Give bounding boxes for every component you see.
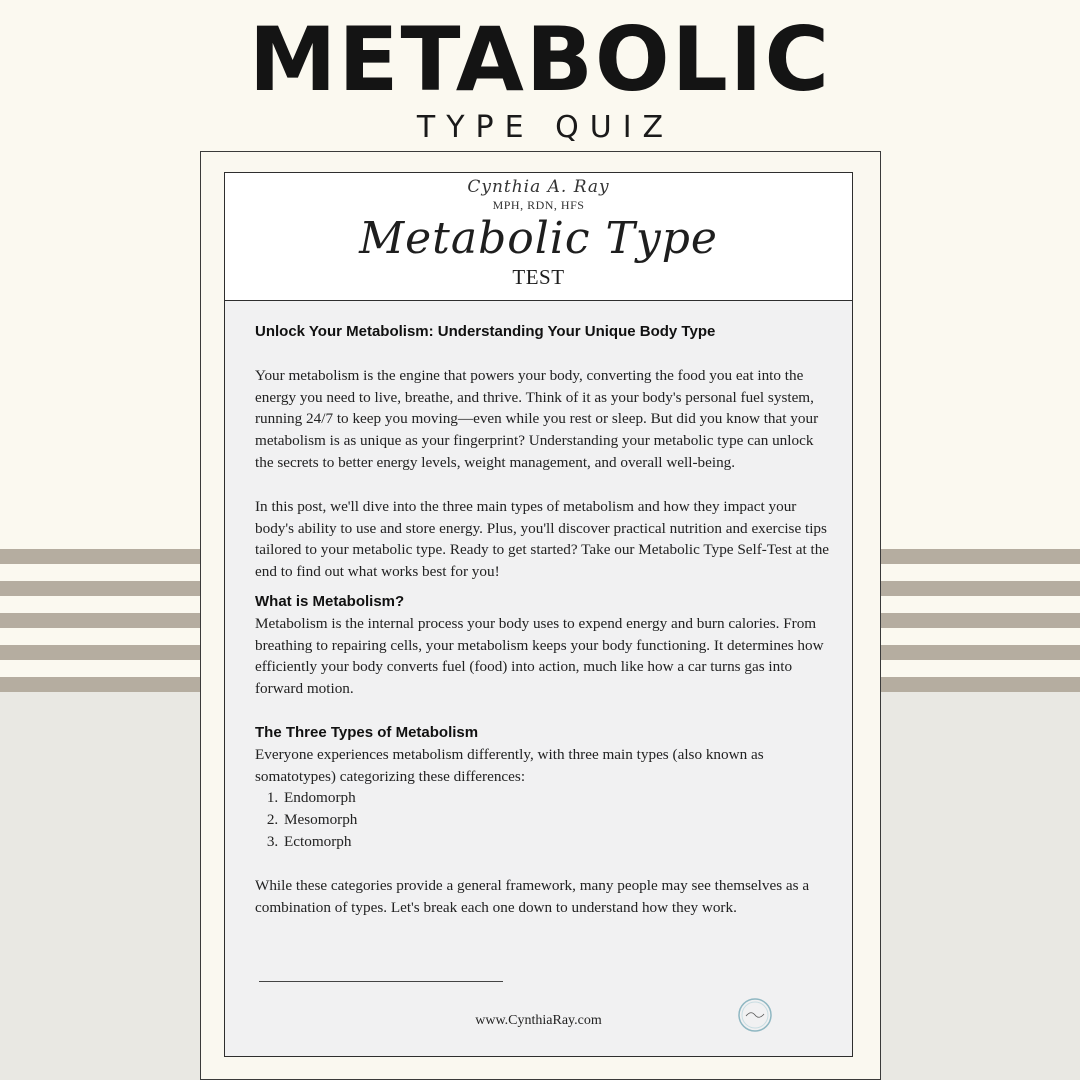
list-item: 1. Endomorph (282, 787, 830, 809)
stripe-right-3 (881, 613, 1080, 628)
heading-what-is-metabolism: What is Metabolism? (255, 592, 405, 610)
document-body (255, 321, 830, 918)
types-list (282, 787, 830, 852)
stripe-left-1 (0, 549, 200, 564)
paragraph-types-intro: Everyone experiences metabolism differently, with three main types (also known as somatotypes) categorizing these differences: (255, 745, 764, 785)
stripe-left-5 (0, 677, 200, 692)
heading-three-types: The Three Types of Metabolism (255, 723, 479, 741)
paragraph-intro: Your metabolism is the engine that powers your body, converting the food you eat into the energy you need to live, breathe, and thrive. Think of it as your body's personal fuel system, running 24/7 to keep you moving—even while you rest or sleep. But did you know that your metabolism is as unique as your fingerprint? Understanding your metabolic type can unlock the secrets to better energy levels, weight management, and overall well-being. (255, 366, 819, 471)
list-item: 3. Ectomorph (282, 831, 830, 853)
stripe-right-1 (881, 549, 1080, 564)
document-script-title: Metabolic Type (359, 213, 718, 264)
heading-main: Unlock Your Metabolism: Understanding Your Unique Body Type (255, 323, 716, 340)
stripe-left-2 (0, 581, 200, 596)
author-signature: Cynthia A. Ray (467, 177, 610, 197)
stripe-right-4 (881, 645, 1080, 660)
document-header (225, 173, 852, 301)
stripe-right-5 (881, 677, 1080, 692)
paragraph-post-overview: In this post, we'll dive into the three main types of metabolism and how they impact your body's ability to use and store energy. Plus, you'll discover practical nutrition and exercise tips tailored to your metabolic type. Ready to get started? Take our Metabolic Type Self-Test at the end to find out what works best for you! (255, 497, 830, 581)
page-title: METABOLIC (248, 8, 832, 111)
stripe-right-2 (881, 581, 1080, 596)
website-link[interactable]: www.CynthiaRay.com (475, 1013, 602, 1028)
signature-line (259, 981, 503, 982)
stripe-left-3 (0, 613, 200, 628)
page-subtitle: TYPE QUIZ (416, 110, 675, 145)
document-page (224, 172, 853, 1057)
author-credentials: MPH, RDN, HFS (492, 198, 585, 212)
paragraph-metabolism-definition: Metabolism is the internal process your body uses to expend energy and burn calories. From breathing to repairing cells, your metabolism keeps your body functioning. It determines how efficiently your body converts fuel (food) into action, much like how a car turns gas into forward motion. (255, 614, 824, 698)
stripe-left-4 (0, 645, 200, 660)
document-test-label: TEST (512, 265, 565, 289)
list-item: 2. Mesomorph (282, 809, 830, 831)
logo-icon (736, 996, 774, 1034)
paragraph-framework: While these categories provide a general framework, many people may see themselves as a combination of types. Let's break each one down to understand how they work. (255, 876, 810, 916)
